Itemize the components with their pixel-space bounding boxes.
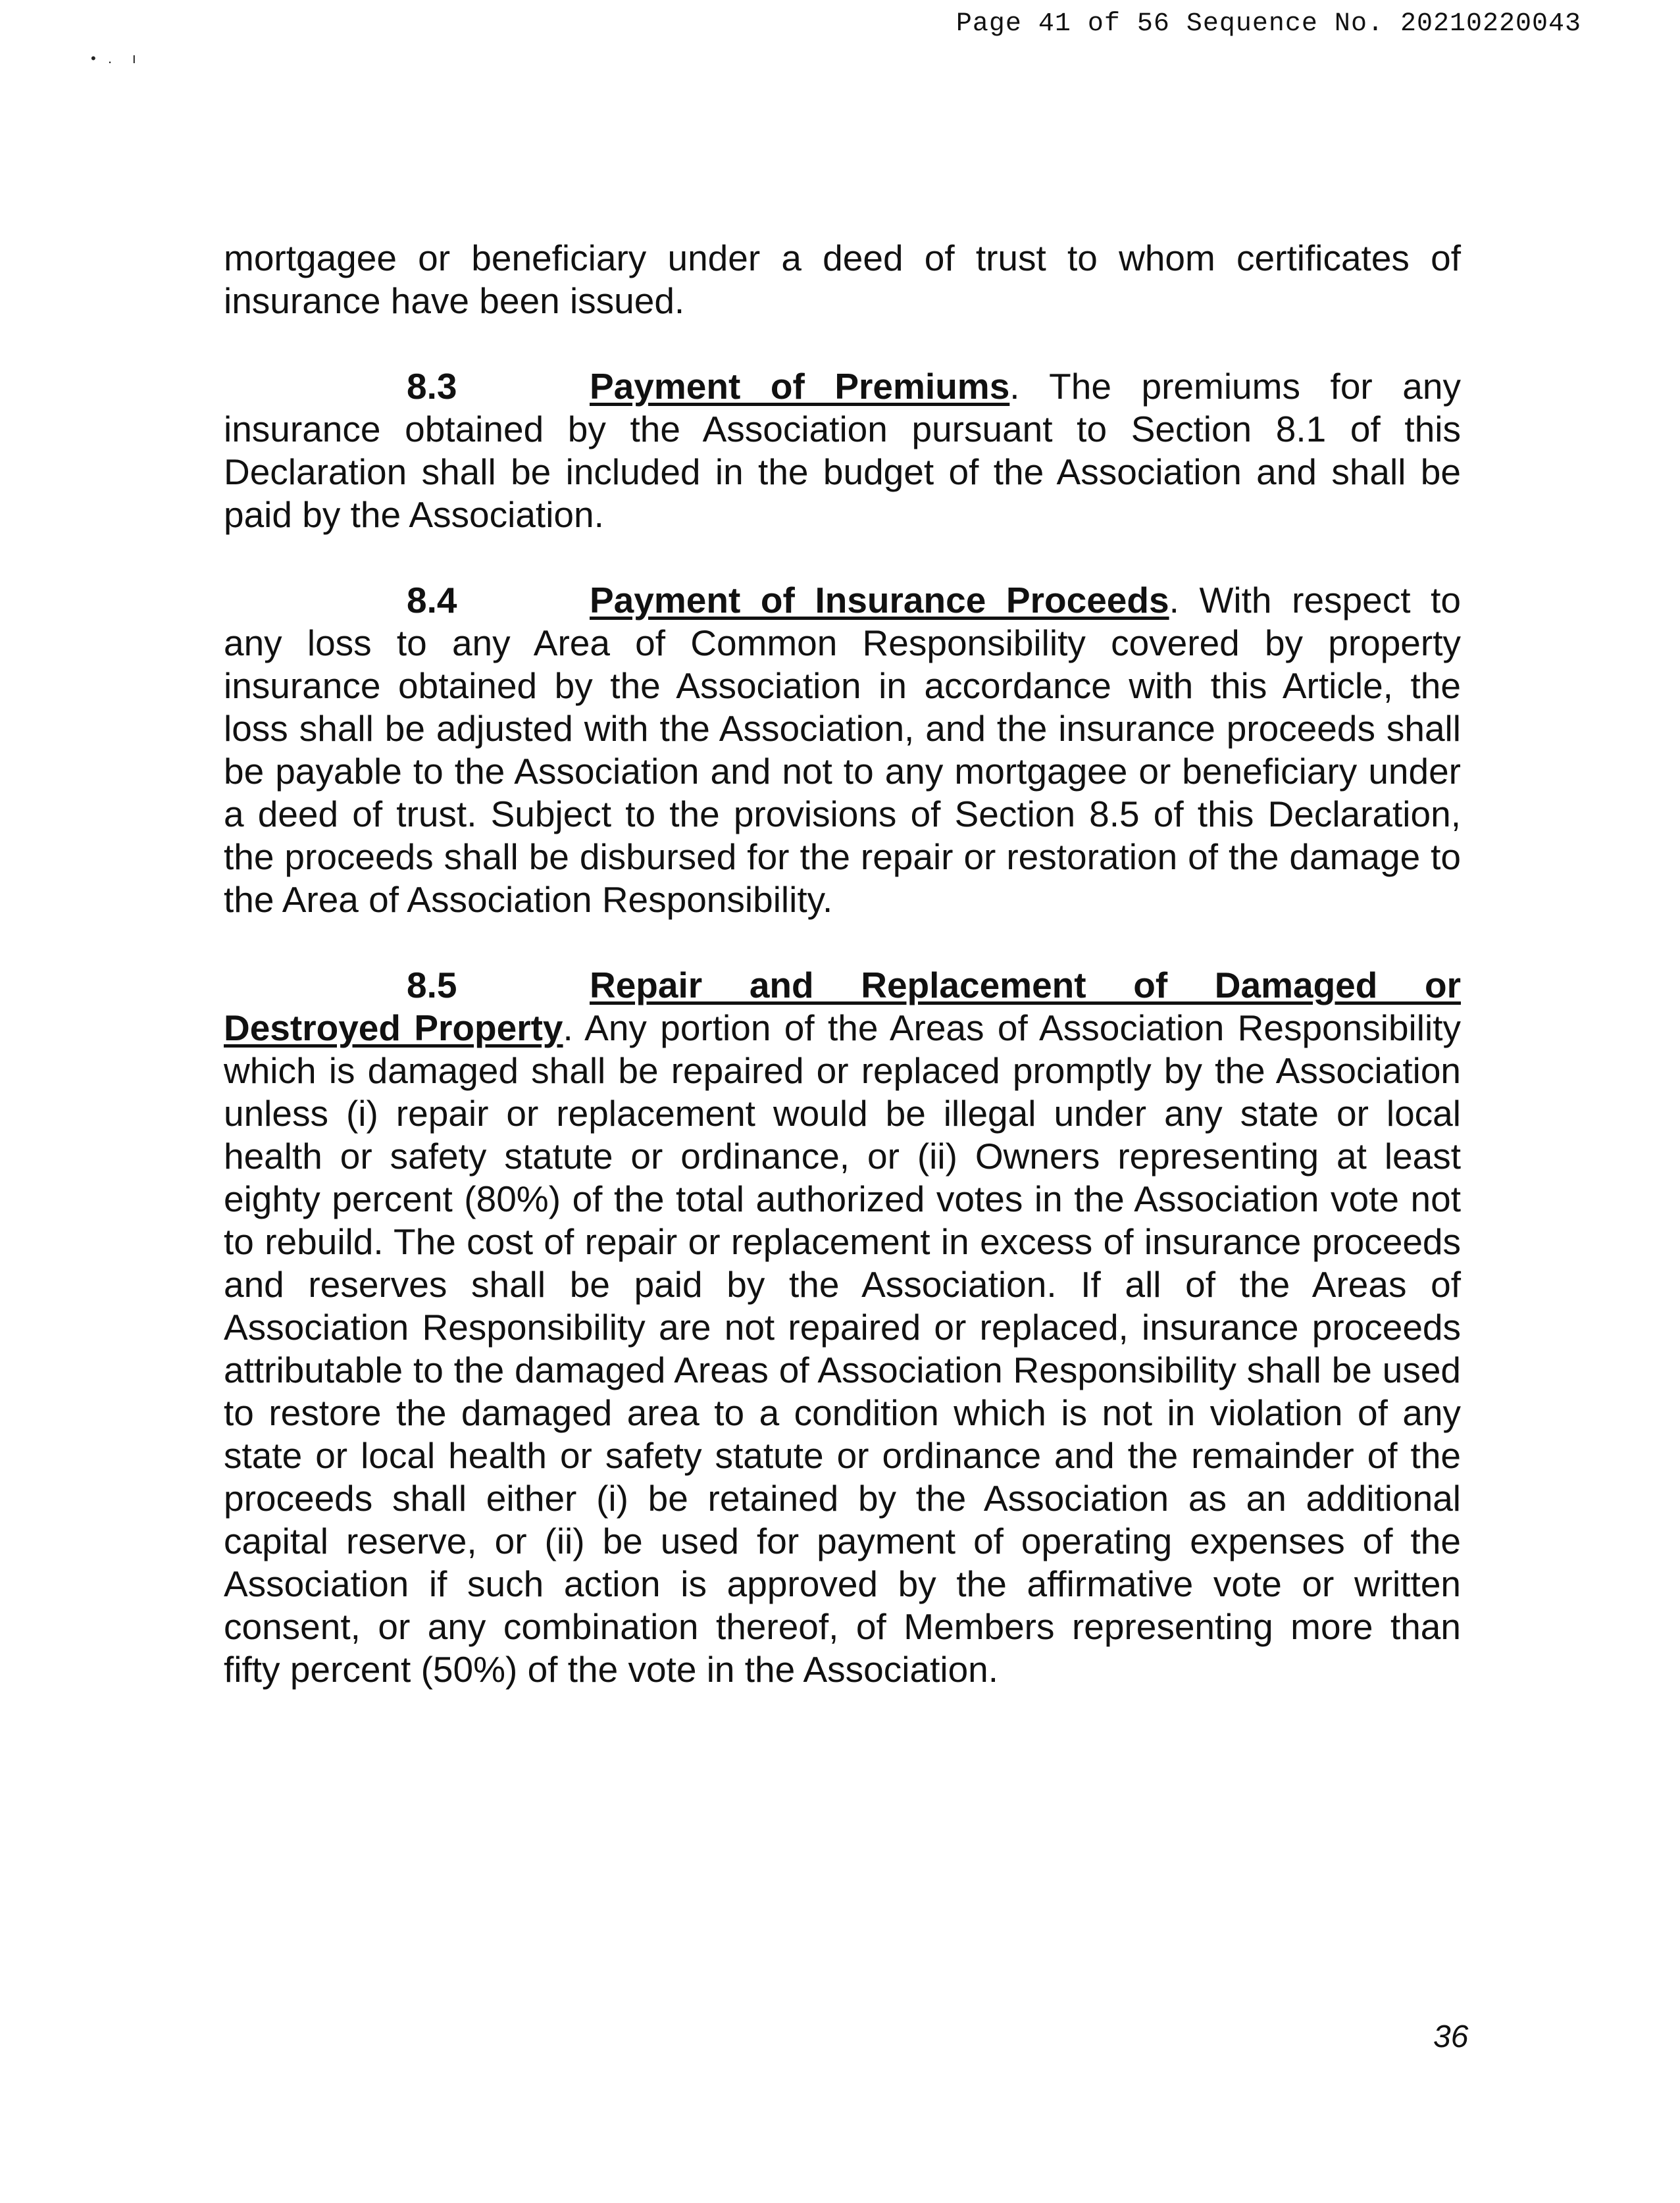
section-8-4 <box>224 579 1461 921</box>
section-number: 8.5 <box>407 965 457 1005</box>
section-number: 8.3 <box>407 366 457 407</box>
continuation-paragraph: mortgagee or beneficiary under a deed of trust to whom certificates of insurance have been issued. <box>224 238 1461 321</box>
section-body: . The premiums for any insurance obtained by the Association pursuant to Section 8.1 of this Declaration shall be included in the budget of the Association and shall be paid by the Association. <box>224 366 1461 535</box>
scan-marks: • . ı <box>91 50 136 66</box>
section-title: Repair and Replacement of Damaged or Destroyed Property <box>224 965 1461 1048</box>
section-body: . With respect to any loss to any Area of Common Responsibility covered by property insurance obtained by the Association in accordance with this Article, the loss shall be adjusted with the Association, and the insurance proceeds shall be payable to the Association and not to any mortgagee or beneficiary under a deed of trust. Subject to the provisions of Section 8.5 of this Declaration, the proceeds shall be disbursed for the repair or restoration of the damage to the Area of Association Responsibility. <box>224 580 1461 920</box>
section-8-5 <box>224 964 1461 1691</box>
section-body: . Any portion of the Areas of Association Responsibility which is damaged shall be repaired or replaced promptly by the Association unless (i) repair or replacement would be illegal under any state or local health or safety statute or ordinance, or (ii) Owners representing at least eighty percent (80%) of the total authorized votes in the Association vote not to rebuild. The cost of repair or replacement in excess of insurance proceeds and reserves shall be paid by the Association. If all of the Areas of Association Responsibility are not repaired or replaced, insurance proceeds attributable to the damaged Areas of Association Responsibility shall be used to restore the damaged area to a condition which is not in violation of any state or local health or safety statute or ordinance and the remainder of the proceeds shall either (i) be retained by the Association as an additional capital reserve, or (ii) be used for payment of operating expenses of the Association if such action is approved by the affirmative vote or written consent, or any combination thereof, of Members representing more than fifty percent (50%) of the vote in the Association. <box>224 1007 1461 1690</box>
document-body <box>224 237 1461 1734</box>
section-8-3 <box>224 365 1461 536</box>
section-number: 8.4 <box>407 580 457 620</box>
page-sequence-header: Page 41 of 56 Sequence No. 20210220043 <box>955 9 1581 39</box>
section-title: Payment of Premiums <box>590 366 1010 407</box>
page-number: 36 <box>1433 2019 1469 2054</box>
section-title: Payment of Insurance Proceeds <box>590 580 1169 620</box>
